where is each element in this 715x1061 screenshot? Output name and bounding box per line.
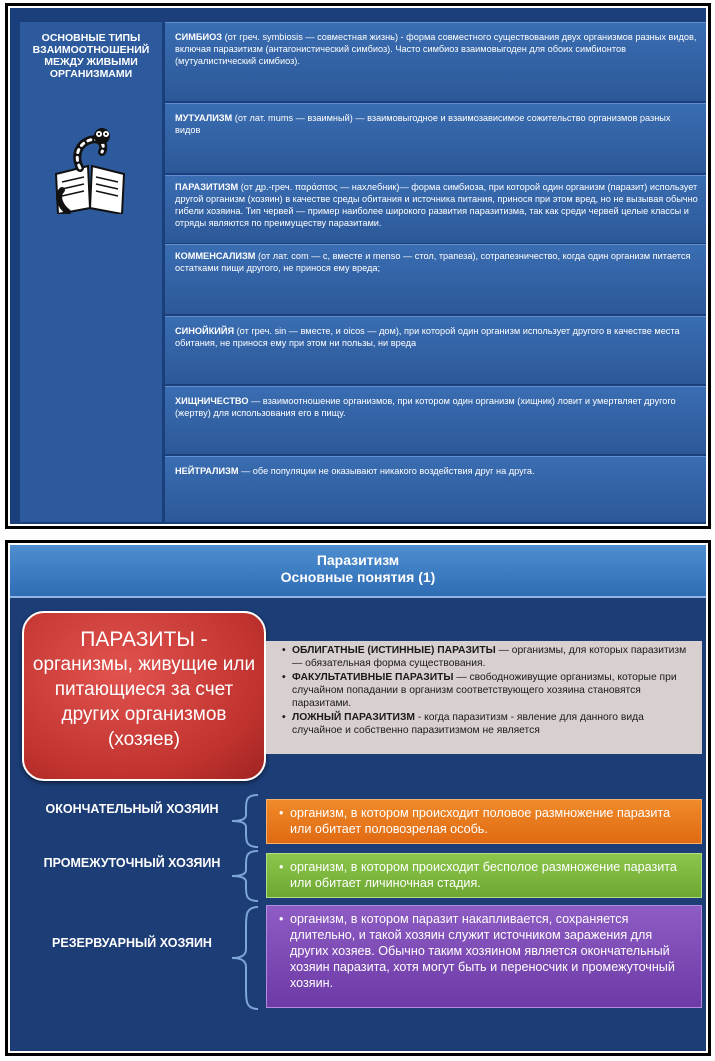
term-parasitism: ПАРАЗИТИЗМ (175, 182, 239, 192)
brace-icon (218, 905, 264, 1011)
term-commensalism: КОММЕНСАЛИЗМ (175, 251, 256, 261)
row-synoikia (165, 316, 706, 384)
term-mutualism: МУТУАЛИЗМ (175, 113, 233, 123)
term-neutralism: НЕЙТРАЛИЗМ (175, 466, 239, 476)
parasites-definition-box (22, 611, 266, 781)
reservoir-host-box (266, 905, 702, 1008)
type-facultative-text: — свободноживущие организмы, которые при случайном попадании в организм соответствующего хозяина становятся паразитами. (292, 672, 677, 709)
term-symbiosis: СИМБИОЗ (175, 32, 223, 42)
row-parasitism (165, 175, 706, 243)
slide-relationships (5, 3, 711, 529)
text-predation: — взаимоотношение организмов, при котором один организм (хищник) ловит и умертвляет другого (жертву) для использования его в пищу. (175, 396, 676, 418)
text-parasitism: (от др.-греч. παράσιτος — нахлебник)— форма симбиоза, при которой один организм (паразит) использует другой организм (хозяин) в качестве среды обитания и источника питания, принося при этом вред, но не вызывая обычно гибели хозяина. Тип червей — пример наиболее широкого развития паразитизма, так как среди червей целые классы и отряды являются по преимуществу паразитами. (175, 182, 698, 228)
parasite-types-box (266, 641, 702, 754)
intermediate-host-label: ПРОМЕЖУТОЧНЫЙ ХОЗЯИН (43, 856, 221, 870)
parasites-term: ПАРАЗИТЫ - (80, 628, 208, 651)
type-obligate-text: — организмы, для которых паразитизм — обязательная форма существования. (292, 645, 687, 669)
term-predation: ХИЩНИЧЕСТВО (175, 396, 249, 406)
intermediate-host-text: • организм, в котором происходит бесполое размножение паразита или обитает личиночная стадия. (279, 859, 693, 891)
reservoir-host-label: РЕЗЕРВУАРНЫЙ ХОЗЯИН (52, 936, 212, 950)
row-mutualism (165, 103, 706, 173)
text-mutualism: (от лат. mums — взаимный) — взаимовыгодное и взаимозависимое сожительство организмов разных видов (175, 113, 671, 135)
text-symbiosis: (от греч. symbiosis — совместная жизнь) - форма совместного существования двух организмов разных видов, включая паразитизм (антагонистический симбиоз). Часто симбиоз взаимовыгоден для обоих симбионтов (мутуалистический симбиоз). (175, 32, 697, 66)
parasites-definition: организмы, живущие или питающиеся за счет других организмов (хозяев) (32, 654, 256, 750)
type-facultative (284, 671, 694, 710)
type-obligate-term: ОБЛИГАТНЫЕ (ИСТИННЫЕ) ПАРАЗИТЫ (292, 645, 496, 656)
type-obligate (284, 644, 694, 670)
row-symbiosis (165, 22, 706, 101)
slide-parasitism-inner (8, 543, 708, 1053)
definitive-host-label: ОКОНЧАТЕЛЬНЫЙ ХОЗЯИН (45, 802, 219, 816)
definitive-host-text: • организм, в котором происходит половое размножение паразита или обитает половозрелая особь. (279, 805, 693, 837)
row-commensalism (165, 244, 706, 314)
slide-parasitism (5, 540, 711, 1056)
type-facultative-term: ФАКУЛЬТАТИВНЫЕ ПАРАЗИТЫ (292, 672, 454, 683)
text-commensalism: (от лат. com — с, вместе и menso — стол, трапеза), сотрапезничество, когда один организм питается остатками пищи другого, не принося ему вреда; (175, 251, 691, 273)
row-neutralism (165, 456, 706, 522)
intermediate-host-box (266, 853, 702, 898)
definitive-host-box (266, 799, 702, 844)
reading-worm-icon (50, 126, 130, 214)
brace-icon (218, 793, 264, 849)
slide-relationships-inner (8, 6, 708, 526)
slide-header (10, 545, 706, 598)
reservoir-host-text: • организм, в котором паразит накапливается, сохраняется длительно, и такой хозяин служит источником заражения для других хозяев. Обычно таким хозяином является окончательный хозяин паразита, хотя могут быть и переносчик и промежуточный хозяин. (279, 911, 693, 991)
slide-title: ОСНОВНЫЕ ТИПЫ ВЗАИМООТНОШЕНИЙ МЕЖДУ ЖИВЫМИ ОРГАНИЗМАМИ (32, 32, 150, 80)
type-false (284, 711, 694, 737)
type-false-text: - когда паразитизм - явление для данного вида случайное и собственно паразитизмом не является (292, 712, 644, 736)
row-predation (165, 386, 706, 454)
header-subtitle: Основные понятия (1) (280, 569, 436, 585)
type-false-term: ЛОЖНЫЙ ПАРАЗИТИЗМ (292, 712, 415, 723)
term-synoikia: СИНОЙКИЙЯ (175, 326, 235, 336)
brace-icon (218, 849, 264, 903)
header-title: Паразитизм (316, 552, 400, 568)
text-synoikia: (от греч. sin — вместе, и oicos — дом), при которой один организм использует другого в качестве места обитания, не принося ему при этом ни пользы, ни вреда (175, 326, 680, 348)
text-neutralism: — обе популяции не оказывают никакого воздействия друг на друга. (238, 466, 535, 476)
left-panel (20, 22, 162, 522)
